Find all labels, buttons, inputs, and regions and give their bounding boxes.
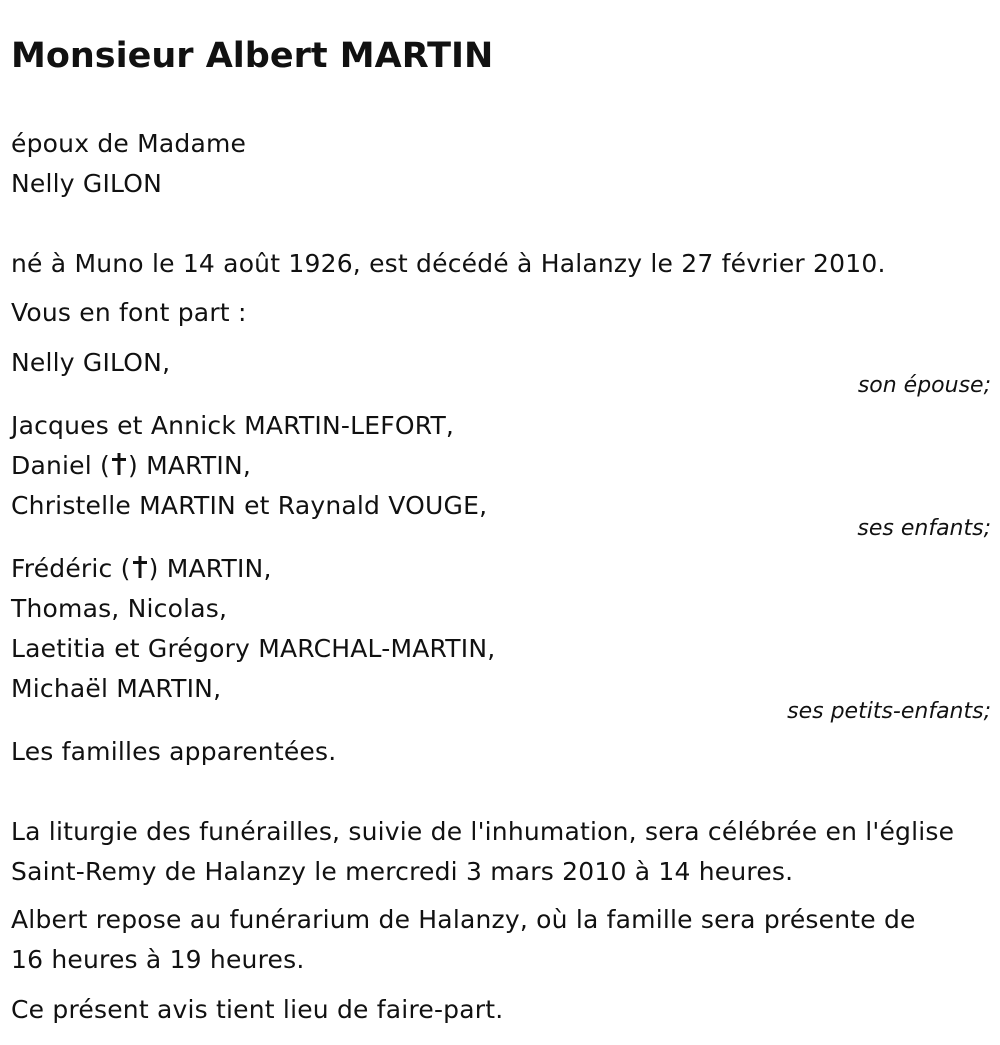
liturgy-line-1: La liturgie des funérailles, suivie de l'inhumation, sera célébrée en l'église bbox=[11, 817, 955, 846]
list-item: Christelle MARTIN et Raynald VOUGE, bbox=[11, 491, 488, 520]
list-item-deceased bbox=[11, 446, 251, 486]
role-grandchildren: ses petits-enfants; bbox=[787, 699, 991, 724]
rest-line-2: 16 heures à 19 heures. bbox=[11, 945, 305, 974]
rest-line-1: Albert repose au funérarium de Halanzy, où la famille sera présente de bbox=[11, 905, 916, 934]
name-part: ) MARTIN, bbox=[148, 554, 272, 583]
announce-intro: Vous en font part : bbox=[11, 298, 247, 327]
families-text: Les familles apparentées. bbox=[11, 737, 337, 766]
list-item-deceased bbox=[11, 549, 272, 589]
spouse-line-2: Nelly GILON bbox=[11, 169, 163, 198]
spouse-line-1: époux de Madame bbox=[11, 129, 247, 158]
closing-text: Ce présent avis tient lieu de faire-part. bbox=[11, 995, 504, 1024]
list-item: Michaël MARTIN, bbox=[11, 674, 222, 703]
name-part: Daniel ( bbox=[11, 451, 110, 480]
list-item: Thomas, Nicolas, bbox=[11, 594, 228, 623]
role-children: ses enfants; bbox=[857, 516, 991, 541]
name-part: ) MARTIN, bbox=[128, 451, 252, 480]
page-title: Monsieur Albert MARTIN bbox=[11, 36, 494, 76]
name-part: Frédéric ( bbox=[11, 554, 131, 583]
cross-icon bbox=[111, 452, 127, 476]
list-item: Laetitia et Grégory MARCHAL-MARTIN, bbox=[11, 634, 496, 663]
role-spouse: son épouse; bbox=[857, 373, 991, 398]
liturgy-line-2: Saint-Remy de Halanzy le mercredi 3 mars 2010 à 14 heures. bbox=[11, 857, 794, 886]
list-item: Jacques et Annick MARTIN-LEFORT, bbox=[11, 411, 455, 440]
birth-death-text: né à Muno le 14 août 1926, est décédé à Halanzy le 27 février 2010. bbox=[11, 249, 886, 278]
cross-icon bbox=[132, 555, 148, 579]
list-item: Nelly GILON, bbox=[11, 348, 171, 377]
